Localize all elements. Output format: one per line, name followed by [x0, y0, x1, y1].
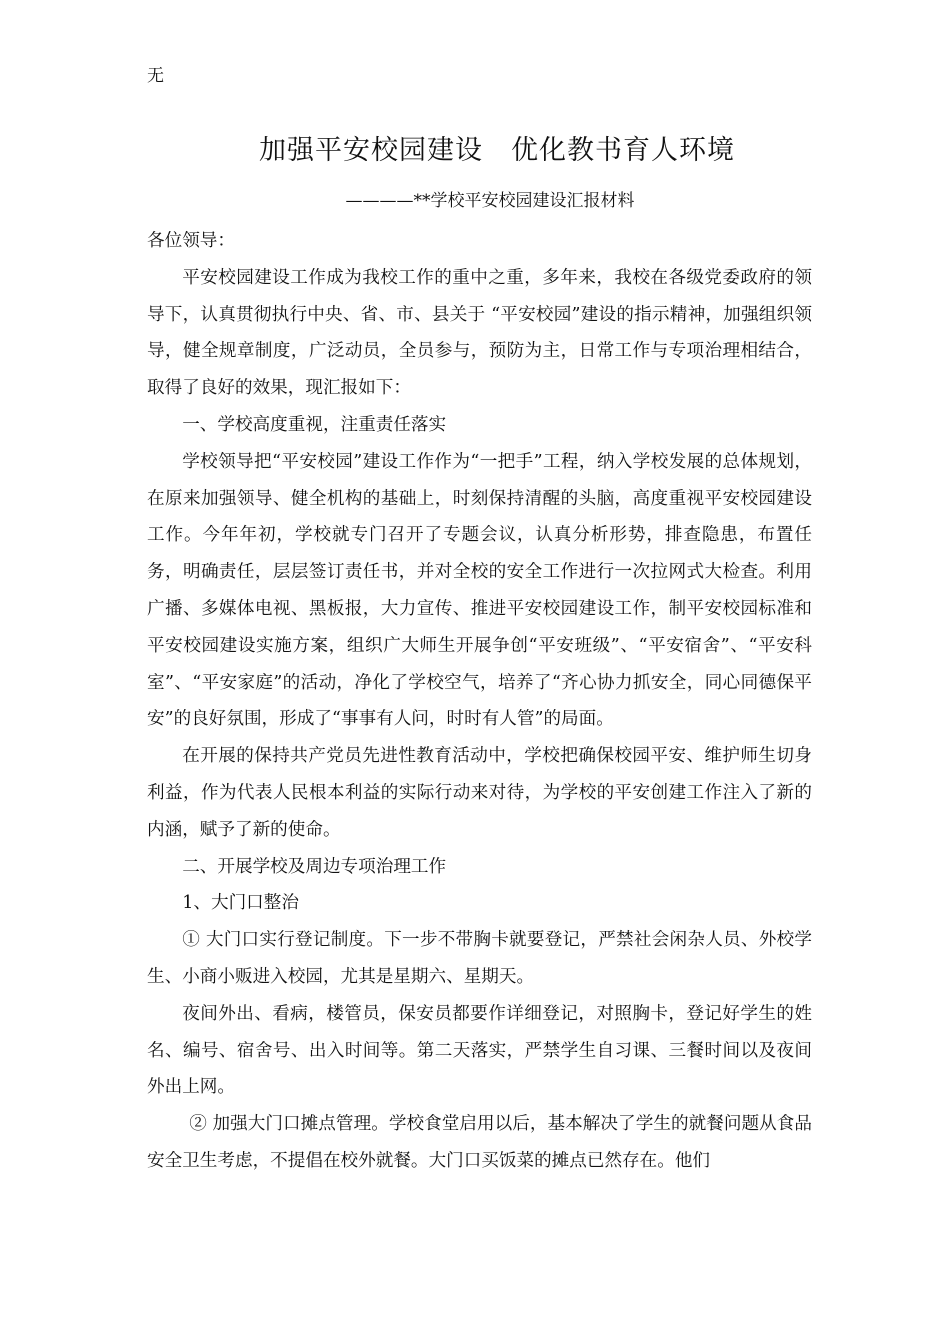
paragraph-intro: 平安校园建设工作成为我校工作的重中之重，多年来，我校在各级党委政府的领导下，认真贯彻执行中央、省、市、县关于 “平安校园”建设的指示精神，加强组织领导，健全规章制度，广泛动员，全员参与，预防为主，日常工作与专项治理相结合，取得了良好的效果，现汇报如下：	[147, 267, 812, 399]
paragraph-registration: ① 大门口实行登记制度。下一步不带胸卡就要登记，严禁社会闲杂人员、外校学生、小商小贩进入校园，尤其是星期六、星期天。	[147, 930, 812, 987]
document-title: 加强平安校园建设 优化教书育人环境	[259, 135, 735, 166]
header-mark: 无	[147, 66, 164, 86]
paragraph-leadership: 学校领导把“平安校园”建设工作作为“一把手”工程，纳入学校发展的总体规划，在原来加强领导、健全机构的基础上，时刻保持清醒的头脑，高度重视平安校园建设工作。今年年初，学校就专门召开了专题会议，认真分析形势，排查隐患，布置任务，明确责任，层层签订责任书，并对全校的安全工作进行一次拉网式大检查。利用广播、多媒体电视、黑板报，大力宣传、推进平安校园建设工作，制平安校园标准和平安校园建设实施方案，组织广大师生开展争创“平安班级”、“平安宿舍”、“平安科室”、“平安家庭”的活动，净化了学校空气，培养了“齐心协力抓安全，同心同德保平安”的良好氛围，形成了“事事有人问，时时有人管”的局面。	[147, 451, 812, 730]
subsection-heading-1: 1、大门口整治	[182, 893, 299, 914]
paragraph-night-outing: 夜间外出、看病，楼管员，保安员都要作详细登记，对照胸卡，登记好学生的姓名、编号、宿舍号、出入时间等。第二天落实，严禁学生自习课、三餐时间以及夜间外出上网。	[147, 1003, 812, 1098]
paragraph-stall-management: ② 加强大门口摊点管理。学校食堂启用以后，基本解决了学生的就餐问题从食品安全卫生考虑，不提倡在校外就餐。大门口买饭菜的摊点已然存在。他们	[147, 1114, 812, 1171]
document-body	[147, 223, 812, 1180]
document-subtitle: ————**学校平安校园建设汇报材料	[345, 191, 635, 211]
section-heading-1: 一、学校高度重视，注重责任落实	[182, 414, 447, 435]
section-heading-2: 二、开展学校及周边专项治理工作	[182, 856, 447, 877]
salutation: 各位领导：	[147, 231, 235, 251]
paragraph-education-activity: 在开展的保持共产党员先进性教育活动中，学校把确保校园平安、维护师生切身利益，作为代表人民根本利益的实际行动来对待，为学校的平安创建工作注入了新的内涵，赋予了新的使命。	[147, 746, 812, 840]
